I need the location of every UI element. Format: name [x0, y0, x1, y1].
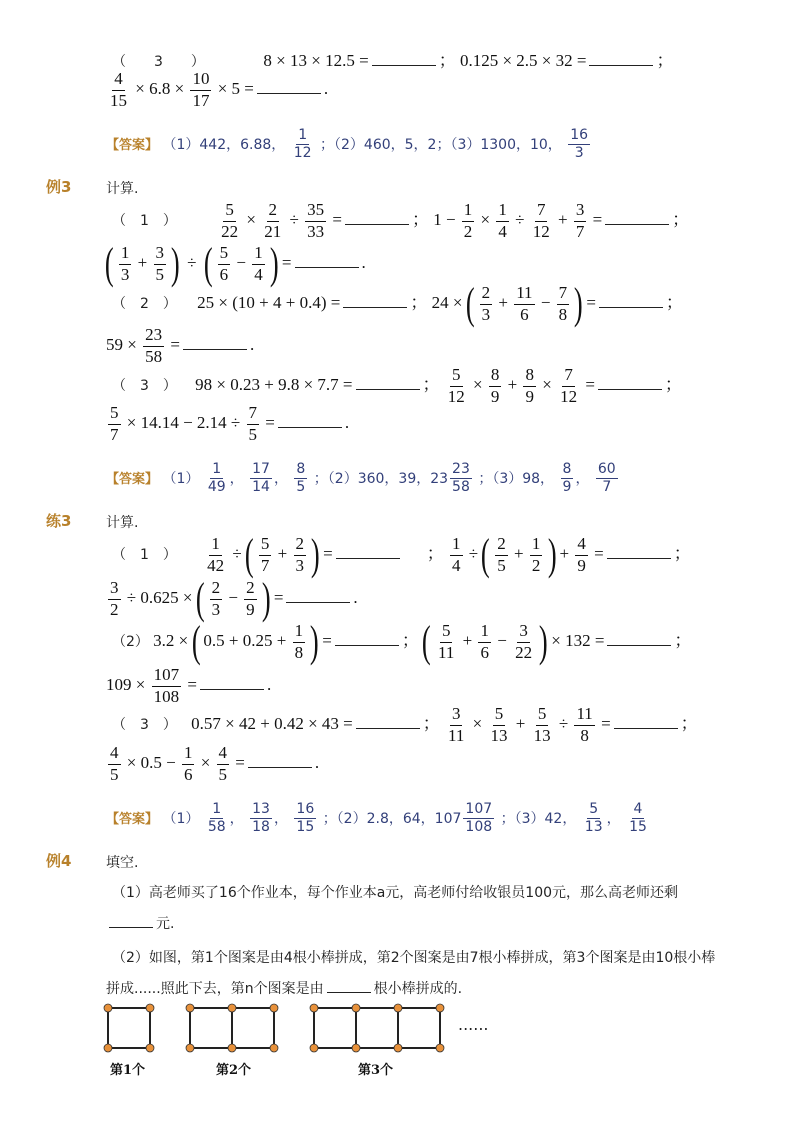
example-4-label: 例4: [46, 852, 72, 870]
answer-blank[interactable]: [356, 727, 420, 729]
ex3-part1: （ 1 ） $\frac{5}{22}$ × $\frac{2}{21}$ ÷ $\frac{35}{33}$ = ； 1 − $\frac{1}{2}$ × $\frac{1}{4}$ ÷ $\frac{7}{12}$ + $\frac{3}{7}$ = ；: [112, 200, 690, 241]
answer-blank[interactable]: [278, 426, 342, 428]
example-3-label: 例3: [46, 178, 72, 196]
figure-1-caption: 第1个: [110, 1063, 146, 1078]
figure-2-caption: 第2个: [216, 1063, 252, 1078]
ex3-part2-line2: 59 × $\frac{23}{58}$ = .: [106, 325, 255, 366]
ex4-q2-line1: （2）如图，第1个图案是由4根小棒拼成，第2个图案是由7根小棒拼成，第3个图案是由10根小棒: [112, 950, 716, 966]
top-answer: 【答案】 （1）442，6.88， $\frac{1}{12}$ ；（2）460，5，2；（3）1300，10， $\frac{16}{3}$: [106, 127, 589, 162]
matchstick-figure: [100, 1000, 620, 1090]
practice-3-title: 计算.: [106, 515, 139, 531]
answer-blank[interactable]: [345, 223, 409, 225]
answer-blank[interactable]: [183, 348, 247, 350]
pr3-part1-line2: $\frac{3}{2}$ ÷ 0.625 × ( $\frac{2}{3}$ − $\frac{2}{9}$ ) = .: [110, 574, 358, 624]
answer-blank[interactable]: [599, 306, 663, 308]
pr3-part3-line2: $\frac{4}{5}$ × 0.5 − $\frac{1}{6}$ × $\frac{4}{5}$ = .: [110, 743, 320, 784]
answer-blank[interactable]: [336, 557, 400, 559]
ex3-part2: （ 2 ） 25 × (10 + 4 + 0.4) = ； 24 × ( $\frac{2}{3}$ + $\frac{11}{6}$ − $\frac{7}{8}$ ) = ；: [112, 279, 683, 329]
ex4-q1-line2: 元.: [106, 913, 174, 933]
ex3-part1-line2: ( $\frac{1}{3}$ + $\frac{3}{5}$ ) ÷ ( $\frac{5}{6}$ − $\frac{1}{4}$ ) = .: [104, 239, 366, 289]
top-line-2: $\frac{4}{15}$ × 6.8 × $\frac{10}{17}$ × 5 = .: [110, 69, 329, 110]
answer-blank[interactable]: [109, 926, 153, 928]
answer-blank[interactable]: [598, 388, 662, 390]
answer-blank[interactable]: [343, 306, 407, 308]
figure-2: [186, 1004, 278, 1052]
answer-blank[interactable]: [607, 644, 671, 646]
ex3-part3: （ 3 ） 98 × 0.23 + 9.8 × 7.7 = ； $\frac{5}{12}$ × $\frac{8}{9}$ + $\frac{8}{9}$ × $\frac{7}{12}$ = ；: [112, 365, 682, 406]
answer-blank[interactable]: [607, 557, 671, 559]
answer-blank[interactable]: [257, 92, 321, 94]
answer-blank[interactable]: [589, 64, 653, 66]
ex3-part3-line2: $\frac{5}{7}$ × 14.14 − 2.14 ÷ $\frac{7}{5}$ = .: [110, 403, 350, 444]
practice-3-label: 练3: [46, 512, 72, 530]
ex3-answer: 【答案】 （1） $\frac{1}{49}$ ， $\frac{17}{14}$ ， $\frac{8}{5}$ ；（2）360，39，23 $\frac{23}{58}$ ；（3）98， $\frac{8}{9}$ ， $\frac{60}{7}$: [106, 461, 616, 496]
ex4-q1-line1: （1）高老师买了16个作业本，每个作业本a元，高老师付给收银员100元，那么高老师还剩: [112, 885, 679, 901]
answer-blank[interactable]: [356, 388, 420, 390]
answer-blank[interactable]: [335, 644, 399, 646]
figure-1: [104, 1004, 154, 1052]
pr3-part2: （2） 3.2 × ( 0.5 + 0.25 + $\frac{1}{8}$ ) = ； ( $\frac{5}{11}$ + $\frac{1}{6}$ − $\frac{3}{22}$ ) × 132 = ；: [112, 617, 692, 667]
answer-blank[interactable]: [372, 64, 436, 66]
answer-blank[interactable]: [327, 991, 371, 993]
pr3-part3: （ 3 ） 0.57 × 42 + 0.42 × 43 = ； $\frac{3}{11}$ × $\frac{5}{13}$ + $\frac{5}{13}$ ÷ $\frac{11}{8}$ = ；: [112, 704, 698, 745]
example-3-title: 计算.: [106, 181, 139, 197]
answer-blank[interactable]: [295, 266, 359, 268]
ex4-q2-line2: 拼成......照此下去，第n个图案是由 根小棒拼成的.: [106, 981, 463, 997]
pr3-answer: 【答案】 （1） $\frac{1}{58}$ ， $\frac{13}{18}$ ， $\frac{16}{15}$ ；（2）2.8，64，107 $\frac{107}{108}$ ；（3）42， $\frac{5}{13}$ ， $\frac{4}{15}$: [106, 801, 647, 836]
figure-3-caption: 第3个: [358, 1063, 394, 1078]
continuation-dots: ......: [458, 1015, 489, 1034]
pr3-part1: （ 1 ） $\frac{1}{42}$ ÷ ( $\frac{5}{7}$ + $\frac{2}{3}$ ) = ； $\frac{1}{4}$ ÷ ( $\frac{2}{5}$ + $\frac{1}{2}$ ) + $\frac{4}{9}$ = ；: [112, 530, 691, 580]
example-4-title: 填空.: [106, 855, 139, 871]
answer-blank[interactable]: [614, 727, 678, 729]
pr3-part2-line2: 109 × $\frac{107}{108}$ = .: [106, 665, 272, 706]
answer-blank[interactable]: [286, 601, 350, 603]
top-line-1: （ 3 ） 8 × 13 × 12.5 = ； 0.125 × 2.5 × 32 = ；: [112, 51, 674, 70]
figure-3: [310, 1004, 444, 1052]
answer-blank[interactable]: [605, 223, 669, 225]
answer-blank[interactable]: [200, 688, 264, 690]
answer-blank[interactable]: [248, 766, 312, 768]
